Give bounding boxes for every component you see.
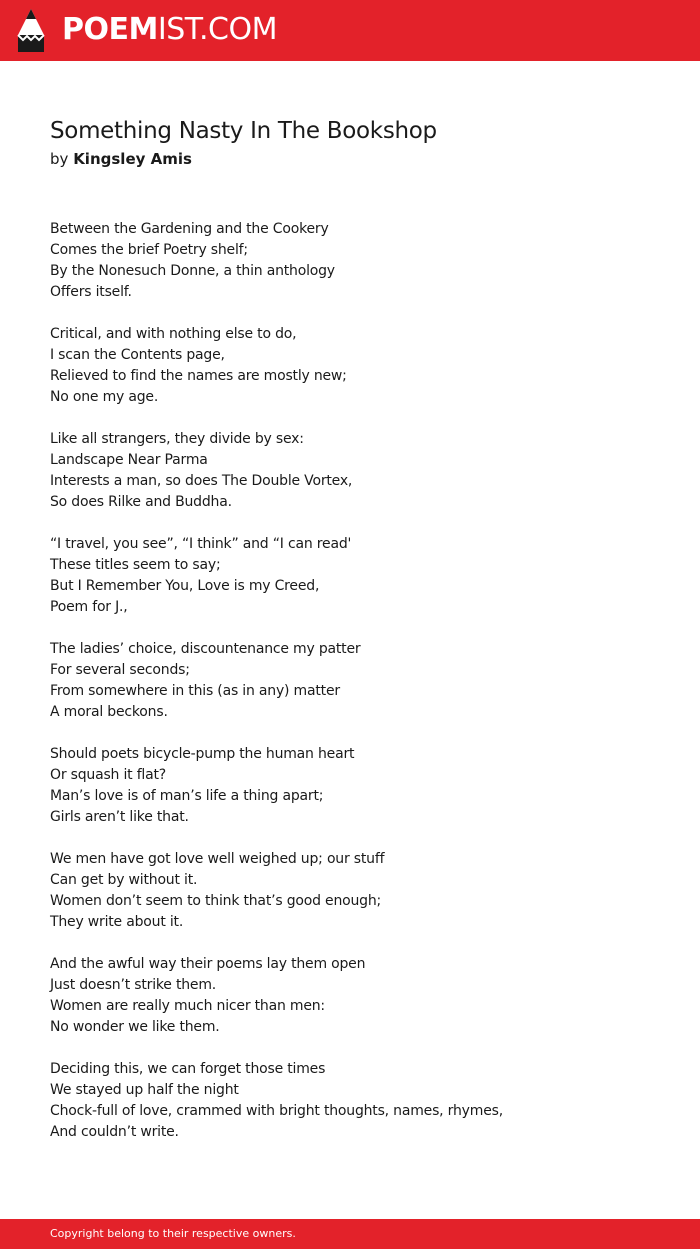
copyright-text: Copyright belong to their respective owners.	[50, 1227, 296, 1240]
poem-line: Girls aren’t like that.	[50, 809, 189, 825]
poem-line: I scan the Contents page,	[50, 347, 225, 363]
poem-stanza	[50, 639, 650, 723]
poem-line: These titles seem to say;	[50, 557, 221, 573]
poem-line: Relieved to find the names are mostly new;	[50, 368, 347, 384]
poem-line: We men have got love well weighed up; our stuff	[50, 851, 385, 867]
poem-line: Critical, and with nothing else to do,	[50, 326, 297, 342]
poem-line: And couldn’t write.	[50, 1124, 179, 1140]
author-name: Kingsley Amis	[73, 150, 192, 168]
poem-stanza	[50, 219, 650, 303]
poem-line: Should poets bicycle-pump the human heart	[50, 746, 355, 762]
poem-title: Something Nasty In The Bookshop	[50, 118, 437, 144]
poem-stanza	[50, 744, 650, 828]
poem-line: By the Nonesuch Donne, a thin anthology	[50, 263, 335, 279]
poem-line: Chock-full of love, crammed with bright thoughts, names, rhymes,	[50, 1103, 503, 1119]
poem-line: But I Remember You, Love is my Creed,	[50, 578, 320, 594]
by-label: by	[50, 150, 69, 168]
poem-line: And the awful way their poems lay them open	[50, 956, 366, 972]
poem-stanza	[50, 954, 650, 1038]
logo-bold-text: POEM	[62, 12, 158, 47]
poem-line: Just doesn’t strike them.	[50, 977, 217, 993]
poem-line: For several seconds;	[50, 662, 190, 678]
poem-line: They write about it.	[50, 914, 184, 930]
poem-line: Between the Gardening and the Cookery	[50, 221, 329, 237]
poem-line: Comes the brief Poetry shelf;	[50, 242, 248, 258]
poem-line: Interests a man, so does The Double Vortex,	[50, 473, 353, 489]
poem-line: No wonder we like them.	[50, 1019, 220, 1035]
poem-line: No one my age.	[50, 389, 159, 405]
poem-line: Offers itself.	[50, 284, 132, 300]
poem-stanza	[50, 849, 650, 933]
poem-line: Like all strangers, they divide by sex:	[50, 431, 304, 447]
poem-line: Or squash it flat?	[50, 767, 167, 783]
poem-line: From somewhere in this (as in any) matter	[50, 683, 340, 699]
poem-body	[50, 219, 650, 1164]
poem-line: Deciding this, we can forget those times	[50, 1061, 326, 1077]
site-logo[interactable]	[62, 12, 277, 48]
poem-line: Women don’t seem to think that’s good enough;	[50, 893, 382, 909]
poem-stanza	[50, 429, 650, 513]
poem-line: The ladies’ choice, discountenance my patter	[50, 641, 361, 657]
poem-line: So does Rilke and Buddha.	[50, 494, 232, 510]
poem-line: Women are really much nicer than men:	[50, 998, 325, 1014]
site-footer	[0, 1219, 700, 1249]
poem-line: Landscape Near Parma	[50, 452, 208, 468]
poem-line: Poem for J.,	[50, 599, 128, 615]
poem-stanza	[50, 324, 650, 408]
pencil-logo-icon[interactable]	[17, 9, 45, 52]
byline	[50, 149, 192, 169]
poem-line: Man’s love is of man’s life a thing apart;	[50, 788, 324, 804]
poem-line: We stayed up half the night	[50, 1082, 239, 1098]
poem-stanza	[50, 534, 650, 618]
poem-line: “I travel, you see”, “I think” and “I can read'	[50, 536, 352, 552]
site-header	[0, 0, 700, 61]
poem-line: A moral beckons.	[50, 704, 168, 720]
logo-light-text: IST.COM	[157, 12, 277, 47]
poem-stanza	[50, 1059, 650, 1143]
poem-line: Can get by without it.	[50, 872, 198, 888]
